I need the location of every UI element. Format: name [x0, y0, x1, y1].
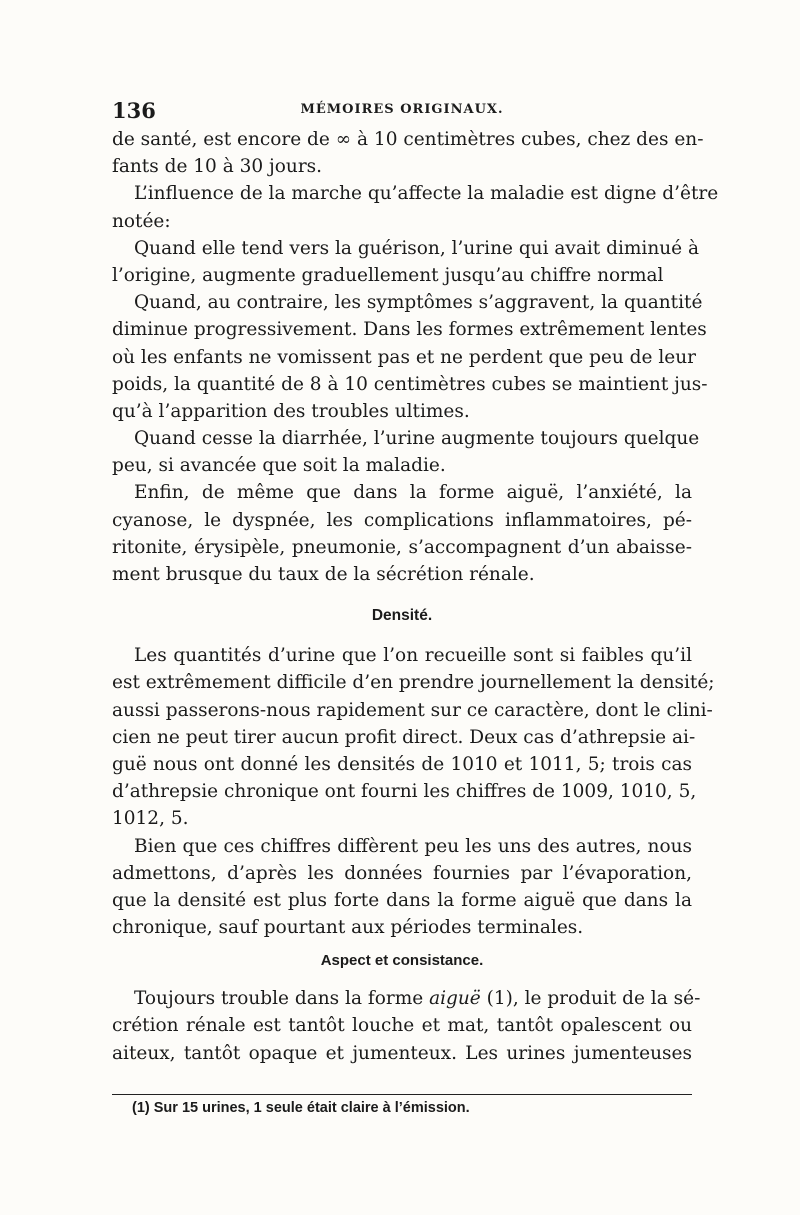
body-text	[112, 126, 719, 1067]
text-line: diminue progressivement. Dans les formes extrêmement lentes	[112, 319, 707, 341]
text-line: crétion rénale est tantôt louche et mat, tantôt opalescent ou	[112, 1015, 692, 1037]
text-line: Quand, au contraire, les symptômes s’aggravent, la quantité	[134, 292, 703, 314]
text-line: admettons, d’après les données fournies par l’évaporation,	[112, 862, 692, 884]
text-line: d’athrepsie chronique ont fourni les chiffres de 1009, 1010, 5,	[112, 781, 697, 803]
text-line	[112, 985, 701, 1012]
text-fragment: Toujours trouble dans la forme	[134, 988, 430, 1010]
text-fragment: (1), le produit de la sé-	[480, 988, 701, 1010]
page-number: 136	[112, 98, 156, 123]
text-line: peu, si avancée que soit la maladie.	[112, 455, 446, 477]
section-heading-densite: Densité.	[371, 607, 433, 625]
text-line: fants de 10 à 30 jours.	[112, 156, 323, 178]
text-line: ment brusque du taux de la sécrétion rénale.	[112, 564, 535, 585]
text-line: aussi passerons-nous rapidement sur ce caractère, dont le clini-	[112, 699, 713, 721]
text-line: l’origine, augmente graduellement jusqu’au chiffre normal	[112, 264, 664, 286]
text-line: ritonite, érysipèle, pneumonie, s’accompagnent d’un abaisse-	[112, 536, 692, 558]
text-line: où les enfants ne vomissent pas et ne perdent que peu de leur	[112, 346, 696, 368]
text-line: qu’à l’apparition des troubles ultimes.	[112, 400, 470, 422]
text-line: Bien que ces chiffres diffèrent peu les uns des autres, nous	[134, 835, 692, 857]
text-line: Les quantités d’urine que l’on recueille sont si faibles qu’il	[134, 645, 692, 667]
footnote-rule	[112, 1094, 692, 1095]
text-line: que la densité est plus forte dans la forme aiguë que dans la	[112, 889, 692, 911]
text-line: L’influence de la marche qu’affecte la maladie est digne d’être	[134, 183, 719, 205]
text-line: Quand cesse la diarrhée, l’urine augmente toujours quelque	[134, 428, 700, 450]
italic-word: aiguë	[429, 988, 481, 1010]
section-heading-aspect: Aspect et consistance.	[320, 952, 484, 970]
running-head: MÉMOIRES ORIGINAUX.	[300, 102, 504, 117]
text-line: aiteux, tantôt opaque et jumenteux. Les urines jumenteuses	[112, 1042, 692, 1064]
text-line: notée:	[112, 210, 171, 232]
text-line: cyanose, le dyspnée, les complications inflammatoires, pé-	[112, 509, 692, 531]
text-line: de santé, est encore de ∞ à 10 centimètres cubes, chez des en-	[112, 129, 704, 150]
footnote: (1) Sur 15 urines, 1 seule était claire à l’émission.	[132, 1100, 470, 1116]
page-header	[112, 98, 692, 124]
text-line: chronique, sauf pourtant aux périodes terminales.	[112, 917, 584, 939]
text-line: est extrêmement difficile d’en prendre journellement la densité;	[112, 672, 715, 694]
text-line: Enfin, de même que dans la forme aiguë, l’anxiété, la	[134, 482, 692, 504]
text-line: Quand elle tend vers la guérison, l’urine qui avait diminué à	[134, 237, 700, 259]
text-line: cien ne peut tirer aucun profit direct. Deux cas d’athrepsie ai-	[112, 726, 696, 748]
text-line: poids, la quantité de 8 à 10 centimètres cubes se maintient jus-	[112, 373, 708, 395]
text-line: guë nous ont donné les densités de 1010 et 1011, 5; trois cas	[112, 753, 692, 775]
text-line: 1012, 5.	[112, 808, 189, 830]
